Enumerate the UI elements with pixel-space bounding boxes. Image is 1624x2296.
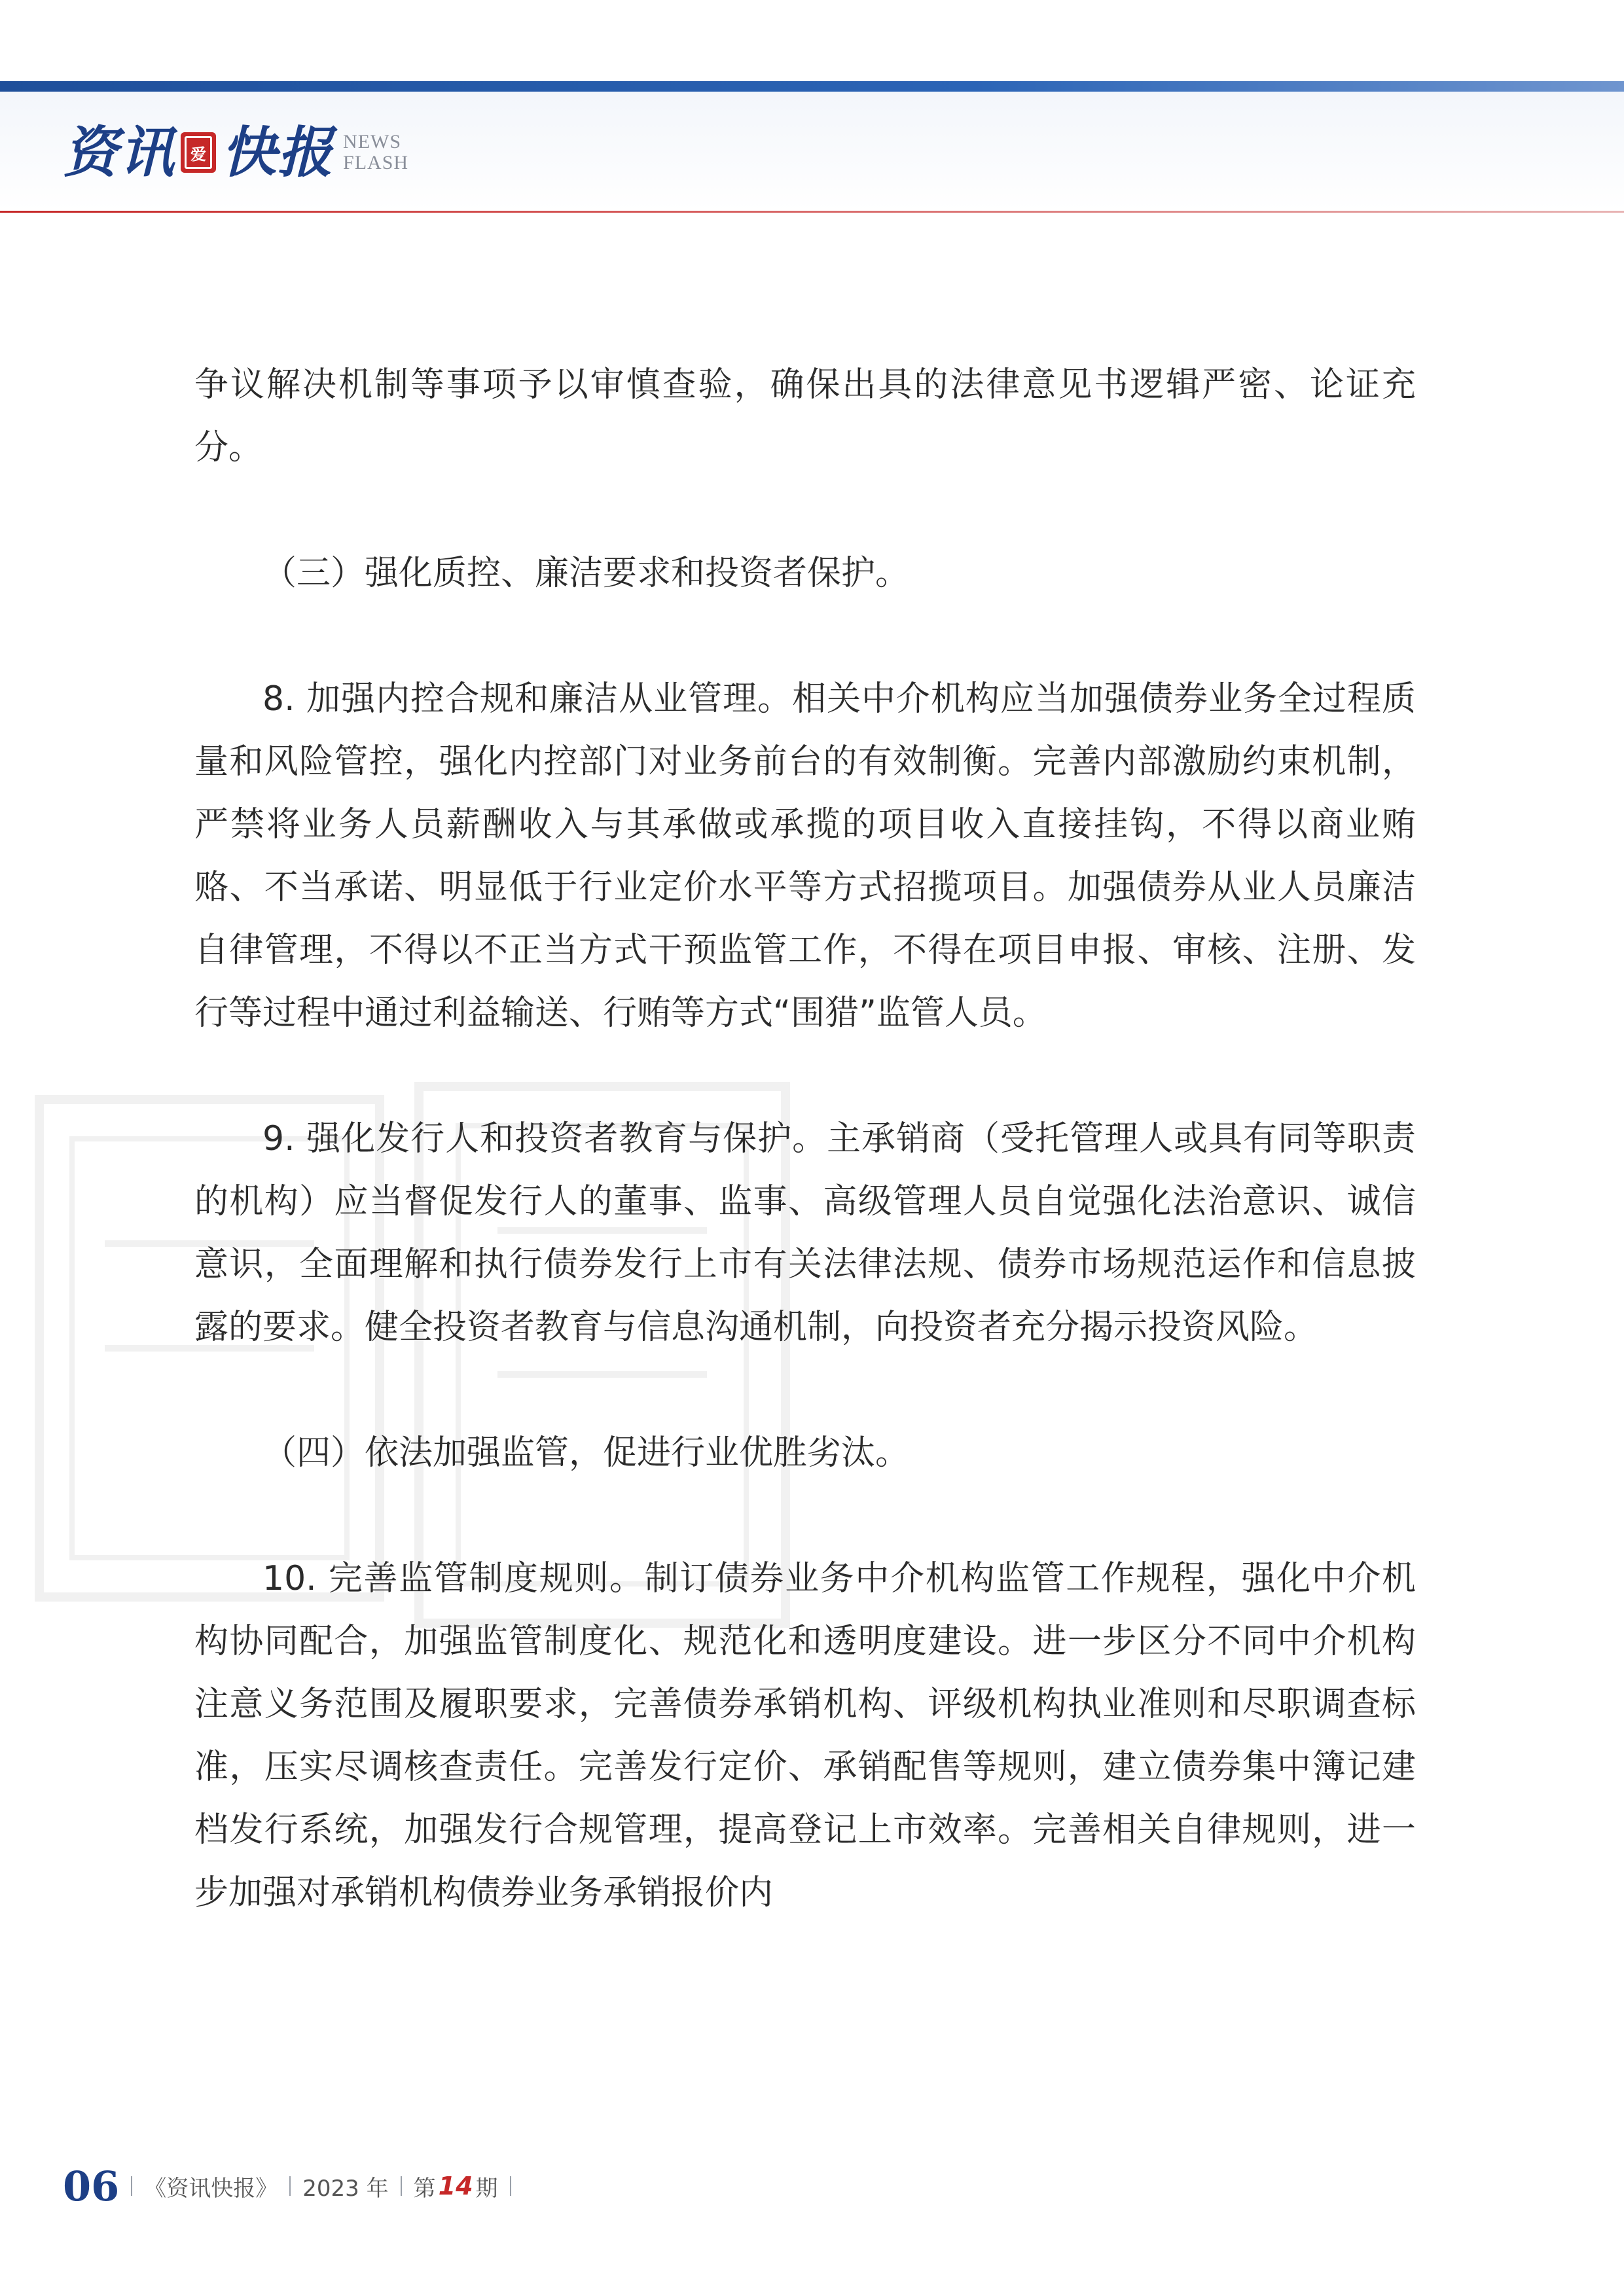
issue-prefix: 第 <box>413 2175 436 2202</box>
masthead-seal-icon <box>181 132 216 173</box>
paragraph-item-10: 10. 完善监管制度规则。制订债券业务中介机构监管工作规程，强化中介机构协同配合，加强监管制度化、规范化和透明度建设。进一步区分不同中介机构注意义务范围及履职要求，完善债券承销机构、评级机构执业准则和尽职调查标准，压实尽调核查责任。完善发行定价、承销配售等规则，建立债券集中簿记建档发行系统，加强发行合规管理，提高登记上市效率。完善相关自律规则，进一步加强对承销机构债券业务承销报价内 <box>194 1559 1416 1912</box>
page-number: 06 <box>63 2162 120 2210</box>
footer-separator <box>510 2176 511 2196</box>
masthead-english-line1: NEWS <box>343 131 402 152</box>
paragraph-item-8: 8. 加强内控合规和廉洁从业管理。相关中介机构应当加强债券业务全过程质量和风险管控，强化内控部门对业务前台的有效制衡。完善内部激励约束机制，严禁将业务人员薪酬收入与其承做或承揽的项目收入直接挂钩，不得以商业贿赂、不当承诺、明显低于行业定价水平等方式招揽项目。加强债券从业人员廉洁自律管理，不得以不正当方式干预监管工作，不得在项目申报、审核、注册、发行等过程中通过利益输送、行贿等方式“围猎”监管人员。 <box>194 679 1416 1033</box>
paragraph-item-9: 9. 强化发行人和投资者教育与保护。主承销商（受托管理人或具有同等职责的机构）应当督促发行人的董事、监事、高级管理人员自觉强化法治意识、诚信意识，全面理解和执行债券发行上市有关法律法规、债券市场规范运作和信息披露的要求。健全投资者教育与信息沟通机制，向投资者充分揭示投资风险。 <box>194 1119 1416 1347</box>
masthead-seal-text: 爱 <box>185 136 212 169</box>
masthead-english <box>343 132 408 173</box>
publication-year: 2023 年 <box>302 2175 389 2202</box>
article-body <box>194 353 1416 1924</box>
page-footer <box>63 2160 523 2212</box>
header-top-bar <box>0 81 1624 92</box>
footer-separator <box>289 2176 291 2196</box>
publication-name: 《资讯快报》 <box>144 2175 278 2202</box>
masthead-english-line2: FLASH <box>343 152 409 173</box>
masthead-logo <box>63 117 408 188</box>
footer-separator <box>131 2176 132 2196</box>
masthead-title-part1: 资讯 <box>63 120 176 185</box>
section-heading-3: （三）强化质控、廉洁要求和投资者保护。 <box>262 554 910 593</box>
section-heading-4: （四）依法加强监管，促进行业优胜劣汰。 <box>262 1433 910 1473</box>
paragraph-continued: 争议解决机制等事项予以审慎查验，确保出具的法律意见书逻辑严密、论证充分。 <box>194 365 1416 467</box>
header-divider <box>0 211 1624 213</box>
issue-suffix: 期 <box>475 2175 498 2202</box>
footer-separator <box>401 2176 402 2196</box>
masthead-title-part2: 快报 <box>221 120 334 185</box>
issue-number: 14 <box>438 2172 473 2200</box>
